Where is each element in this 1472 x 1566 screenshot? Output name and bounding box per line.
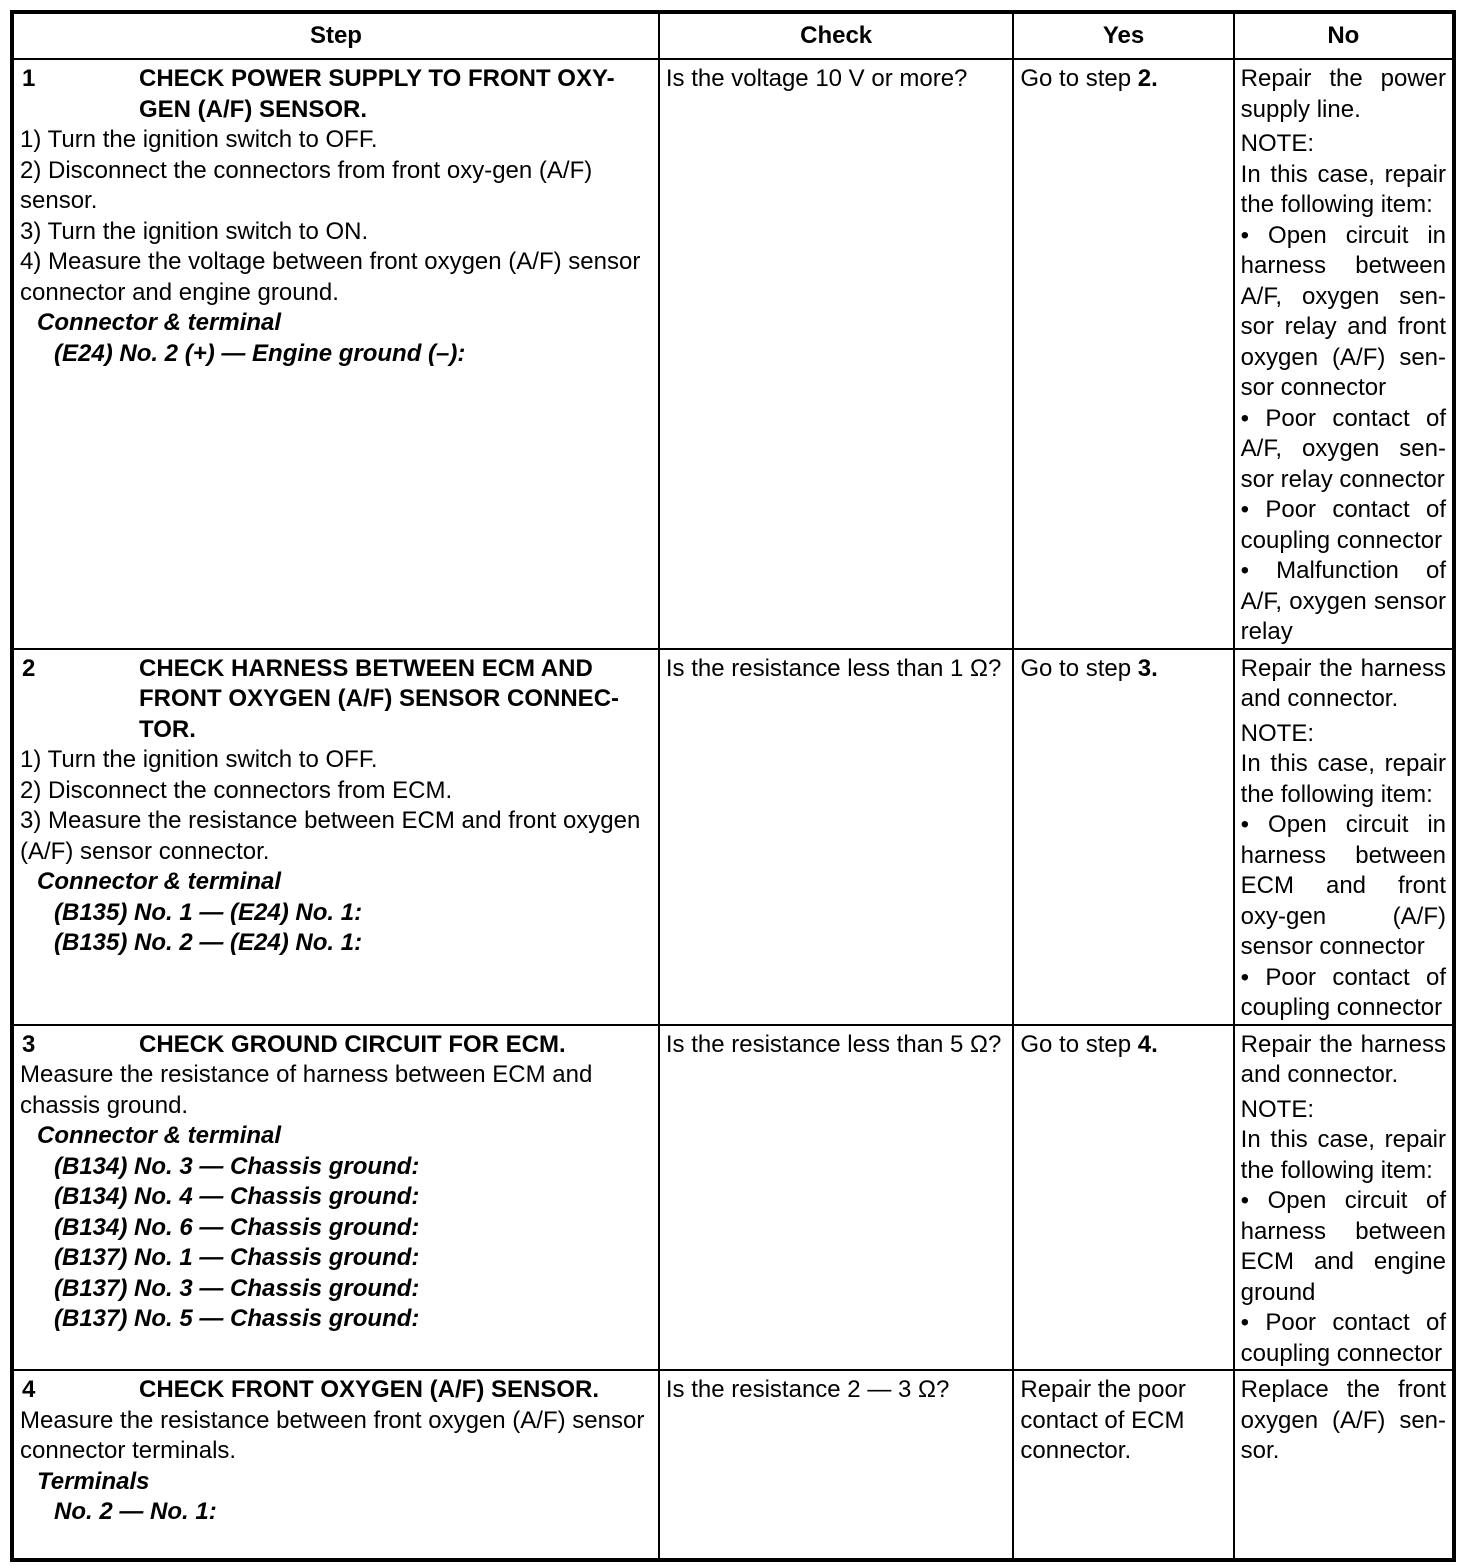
yes-step-ref: 4.: [1137, 1030, 1158, 1058]
connector-terminal: (B134) No. 4 — Chassis ground:: [54, 1183, 420, 1210]
yes-prefix: Go to step: [1020, 654, 1138, 682]
table-row-step-2: [12, 649, 1454, 1025]
check-cell: Is the voltage 10 V or more?: [659, 59, 1013, 649]
terminals-label: Terminals: [37, 1467, 150, 1495]
note-label: NOTE:: [1240, 130, 1315, 157]
yes-cell: [1013, 59, 1233, 649]
no-action: Repair the harness and connector.: [1240, 1030, 1446, 1088]
connector-terminal: (B135) No. 1 — (E24) No. 1:: [54, 898, 363, 926]
yes-cell: Repair the poor contact of ECM connector.: [1013, 1370, 1233, 1560]
step-number: 3: [22, 1030, 36, 1058]
instruction: 2) Disconnect the connectors from front oxy-gen (A/F) sensor.: [20, 156, 593, 214]
connector-terminal: (B137) No. 3 — Chassis ground:: [54, 1274, 420, 1302]
step-title: CHECK FRONT OXYGEN (A/F) SENSOR.: [139, 1376, 600, 1403]
note-bullet: • Malfunction of A/F, oxygen sensor relay: [1240, 557, 1446, 645]
instruction: 1) Turn the ignition switch to OFF.: [20, 746, 378, 773]
step-number: 4: [22, 1376, 36, 1403]
header-check: Check: [659, 12, 1013, 59]
header-no: No: [1234, 12, 1454, 59]
instruction: 2) Disconnect the connectors from ECM.: [20, 776, 453, 804]
note-label: NOTE:: [1240, 719, 1315, 747]
yes-prefix: Go to step: [1020, 1030, 1138, 1058]
no-cell: [1234, 649, 1454, 1025]
connector-label: Connector & terminal: [37, 1122, 282, 1149]
step-title: CHECK POWER SUPPLY TO FRONT OXY-GEN (A/F) SENSOR.: [139, 65, 615, 123]
note-bullet: • Poor contact of coupling connector: [1240, 496, 1446, 554]
note-bullet: • Poor contact of coupling connector: [1240, 1309, 1446, 1367]
no-cell: [1234, 1370, 1454, 1560]
no-cell: [1234, 59, 1454, 649]
yes-step-ref: 3.: [1137, 654, 1158, 682]
connector-terminal: (B134) No. 6 — Chassis ground:: [54, 1213, 420, 1241]
note-bullet: • Open circuit in harness between A/F, oxygen sen-sor relay and front oxygen (A/F) sen-sor connector: [1240, 221, 1446, 401]
step-number: 2: [22, 654, 36, 682]
note-bullet: • Poor contact of coupling connector: [1240, 963, 1446, 1021]
note-bullet: • Open circuit of harness between ECM and engine ground: [1240, 1187, 1446, 1306]
note-bullet: • Open circuit in harness between ECM and front oxy-gen (A/F) sensor connector: [1240, 811, 1446, 960]
header-yes: Yes: [1013, 12, 1233, 59]
note-intro: In this case, repair the following item:: [1240, 1126, 1446, 1184]
step-number: 1: [22, 65, 36, 92]
note-intro: In this case, repair the following item:: [1240, 160, 1446, 218]
check-cell: Is the resistance less than 1 Ω?: [659, 649, 1013, 1025]
yes-step-ref: 2.: [1137, 65, 1158, 92]
step-cell: [12, 1025, 659, 1371]
connector-label: Connector & terminal: [37, 868, 282, 895]
table-row-step-1: [12, 59, 1454, 649]
instruction: Measure the resistance of harness between ECM and chassis ground.: [20, 1061, 593, 1119]
yes-cell: [1013, 1025, 1233, 1371]
header-row: [12, 12, 1454, 59]
diagnostic-table: [10, 10, 1456, 1562]
step-title: CHECK GROUND CIRCUIT FOR ECM.: [139, 1030, 566, 1058]
note-intro: In this case, repair the following item:: [1240, 750, 1446, 808]
yes-cell: [1013, 649, 1233, 1025]
table-row-step-3: [12, 1025, 1454, 1371]
connector-label: Connector & terminal: [37, 309, 282, 336]
step-cell: [12, 59, 659, 649]
step-title: CHECK HARNESS BETWEEN ECM AND FRONT OXYGEN (A/F) SENSOR CONNEC-TOR.: [139, 654, 620, 743]
instruction: 3) Turn the ignition switch to ON.: [20, 217, 369, 245]
connector-terminal: (E24) No. 2 (+) — Engine ground (–):: [54, 339, 466, 367]
table-row-step-4: [12, 1370, 1454, 1560]
terminal-pair: No. 2 — No. 1:: [54, 1498, 217, 1525]
connector-terminal: (B137) No. 1 — Chassis ground:: [54, 1244, 420, 1271]
yes-prefix: Go to step: [1020, 65, 1138, 92]
step-cell: [12, 1370, 659, 1560]
header-step: Step: [12, 12, 659, 59]
connector-terminal: (B135) No. 2 — (E24) No. 1:: [54, 929, 363, 956]
step-cell: [12, 649, 659, 1025]
check-cell: Is the resistance 2 — 3 Ω?: [659, 1370, 1013, 1560]
instruction: 1) Turn the ignition switch to OFF.: [20, 126, 378, 153]
no-action: Repair the power supply line.: [1240, 65, 1446, 123]
instruction: 4) Measure the voltage between front oxygen (A/F) sensor connector and engine ground.: [20, 248, 641, 306]
connector-terminal: (B137) No. 5 — Chassis ground:: [54, 1305, 420, 1332]
no-cell: [1234, 1025, 1454, 1371]
note-bullet: • Poor contact of A/F, oxygen sen-sor relay connector: [1240, 404, 1446, 493]
connector-terminal: (B134) No. 3 — Chassis ground:: [54, 1152, 420, 1180]
note-label: NOTE:: [1240, 1095, 1315, 1123]
instruction: Measure the resistance between front oxygen (A/F) sensor connector terminals.: [20, 1406, 645, 1464]
no-action: Replace the front oxygen (A/F) sen-sor.: [1240, 1376, 1446, 1464]
no-action: Repair the harness and connector.: [1240, 654, 1446, 712]
check-cell: Is the resistance less than 5 Ω?: [659, 1025, 1013, 1371]
instruction: 3) Measure the resistance between ECM and front oxygen (A/F) sensor connector.: [20, 807, 641, 865]
